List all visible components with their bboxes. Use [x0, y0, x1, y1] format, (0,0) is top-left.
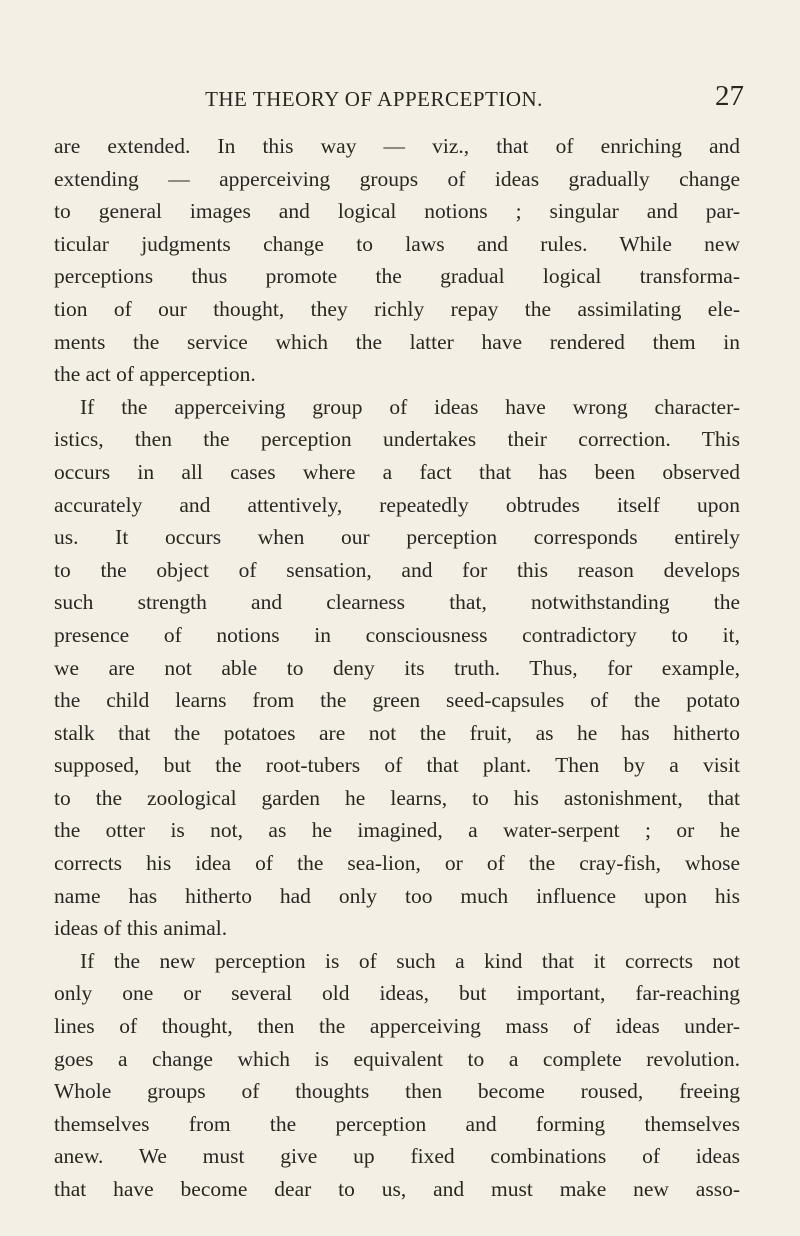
text-line: tion of our thought, they richly repay the assimilating ele- [54, 296, 740, 321]
text-line: corrects his idea of the sea-lion, or of the cray-fish, whose [54, 851, 740, 876]
text-line: ticular judgments change to laws and rules. While new [54, 231, 740, 256]
text-line: such strength and clearness that, notwithstanding the [54, 590, 740, 615]
text-line: to the object of sensation, and for this reason develops [54, 557, 740, 582]
text-line: supposed, but the root-tubers of that plant. Then by a visit [54, 753, 740, 778]
text-line: goes a change which is equivalent to a complete revolution. [54, 1046, 740, 1071]
text-line: presence of notions in consciousness contradictory to it, [54, 622, 740, 647]
text-line: we are not able to deny its truth. Thus, for example, [54, 655, 740, 680]
text-line: anew. We must give up fixed combinations of ideas [54, 1144, 740, 1169]
text-line: accurately and attentively, repeatedly obtrudes itself upon [54, 492, 740, 517]
text-line: to general images and logical notions ; singular and par- [54, 199, 740, 224]
text-line: If the apperceiving group of ideas have wrong character- [80, 394, 740, 419]
text-line: perceptions thus promote the gradual logical transforma- [54, 264, 740, 289]
text-line: stalk that the potatoes are not the fruit, as he has hitherto [54, 720, 740, 745]
text-line: only one or several old ideas, but important, far-reaching [54, 981, 740, 1006]
text-line: Whole groups of thoughts then become roused, freeing [54, 1079, 740, 1104]
text-line: that have become dear to us, and must make new asso- [54, 1177, 740, 1201]
text-line: the child learns from the green seed-capsules of the potato [54, 688, 740, 713]
text-line: the act of apperception. [54, 362, 256, 387]
text-line: extending — apperceiving groups of ideas gradually change [54, 166, 740, 191]
page-number: 27 [715, 80, 744, 112]
text-line: name has hitherto had only too much influence upon his [54, 883, 740, 908]
text-line: us. It occurs when our perception corresponds entirely [54, 525, 740, 550]
text-line: ments the service which the latter have rendered them in [54, 329, 740, 354]
text-line: are extended. In this way — viz., that of enriching and [54, 134, 740, 158]
text-line: If the new perception is of such a kind that it corrects not [80, 948, 740, 973]
text-line: istics, then the perception undertakes their correction. This [54, 427, 740, 452]
running-head [54, 80, 754, 114]
text-line: themselves from the perception and forming themselves [54, 1111, 740, 1136]
text-line: to the zoological garden he learns, to his astonishment, that [54, 785, 740, 810]
text-line: the otter is not, as he imagined, a water-serpent ; or he [54, 818, 740, 843]
body-text [54, 130, 740, 1206]
text-line: lines of thought, then the apperceiving mass of ideas under- [54, 1014, 740, 1039]
text-line: occurs in all cases where a fact that has been observed [54, 459, 740, 484]
running-head-title: THE THEORY OF APPERCEPTION. [205, 87, 543, 111]
text-line: ideas of this animal. [54, 916, 228, 941]
